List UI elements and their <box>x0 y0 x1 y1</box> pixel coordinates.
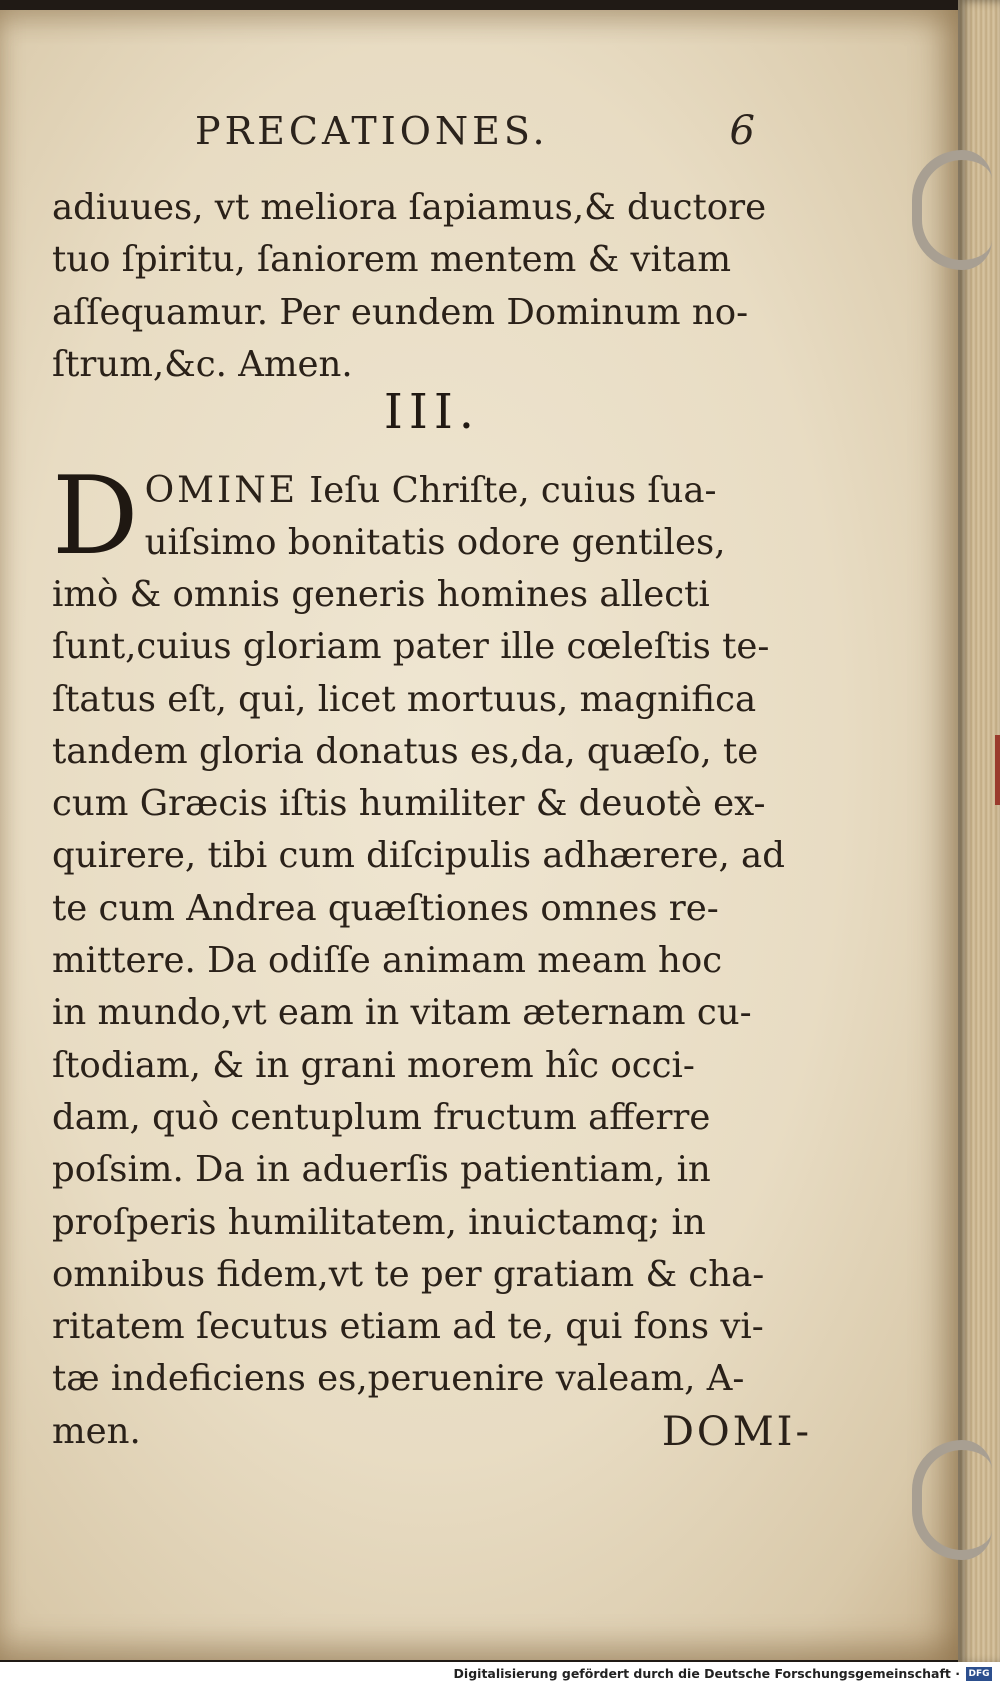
text-line <box>136 465 812 517</box>
text-line: dam, quò centuplum fructum afferre <box>52 1096 711 1138</box>
first-line-rest: Ieſu Chriſte, cuius ſua- <box>309 470 717 511</box>
text-line: poſsim. Da in aduerſis patientiam, in <box>52 1149 711 1191</box>
text-line: proſperis humilitatem, inuictamq; in <box>52 1201 706 1243</box>
page-title: PRECATIONES. <box>195 109 549 153</box>
text-line: ſtatus eſt, qui, licet mortuus, magnifica <box>52 678 757 720</box>
text-line: ſtrum,&c. Amen. <box>52 343 353 385</box>
text-line: in mundo,vt eam in vitam æternam cu- <box>52 992 752 1034</box>
text-line: ſtodiam, & in grani morem hîc occi- <box>52 1044 695 1086</box>
text-line: aſſequamur. Per eundem Dominum no- <box>52 291 749 333</box>
text-line: imò & omnis generis homines allecti <box>52 574 710 615</box>
catchword: DOMI- <box>661 1408 812 1455</box>
text-line: ritatem ſecutus etiam ad te, qui fons vi- <box>52 1306 764 1348</box>
text-line: ſunt,cuius gloriam pater ille cœleſtis te- <box>52 626 770 668</box>
text-line: cum Græcis iſtis humiliter & deuotè ex- <box>52 783 766 825</box>
text-line: tandem gloria donatus es,da, quæſo, te <box>52 730 759 772</box>
text-line: omnibus fidem,vt te per gratiam & cha- <box>52 1253 765 1295</box>
text-line: uiſsimo bonitatis odore gentiles, <box>144 522 726 564</box>
text-line: tuo ſpiritu, ſaniorem mentem & vitam <box>52 239 731 281</box>
text-line: adiuues, vt meliora ſapiamus,& ductore <box>52 187 767 228</box>
dfg-logo-icon: DFG <box>966 1667 992 1681</box>
running-head <box>195 108 755 168</box>
drop-cap: D <box>52 454 139 579</box>
last-line-row <box>52 1406 812 1458</box>
text-line: mittere. Da odiſſe animam meam hoc <box>52 940 723 982</box>
prayer-opening <box>52 454 812 579</box>
page-number: 6 <box>729 108 755 154</box>
prayer-body <box>52 569 812 1458</box>
text-line: te cum Andrea quæſtiones omnes re- <box>52 887 719 929</box>
book-clasp-top <box>912 150 992 270</box>
footer-credit: Digitalisierung gefördert durch die Deutsche Forschungsgemeinschaft · <box>453 1666 960 1681</box>
text-line: tæ indeficiens es,peruenire valeam, A- <box>52 1358 745 1400</box>
ribbon-marker <box>995 735 1000 805</box>
text-line: quirere, tibi cum diſcipulis adhærere, ad <box>52 835 785 877</box>
last-line: men. <box>52 1410 141 1452</box>
first-word: OMINE <box>144 470 298 511</box>
book-clasp-bottom <box>912 1440 992 1560</box>
section-numeral: III. <box>383 384 481 440</box>
digitization-footer <box>0 1662 1000 1685</box>
intro-paragraph <box>52 182 812 391</box>
